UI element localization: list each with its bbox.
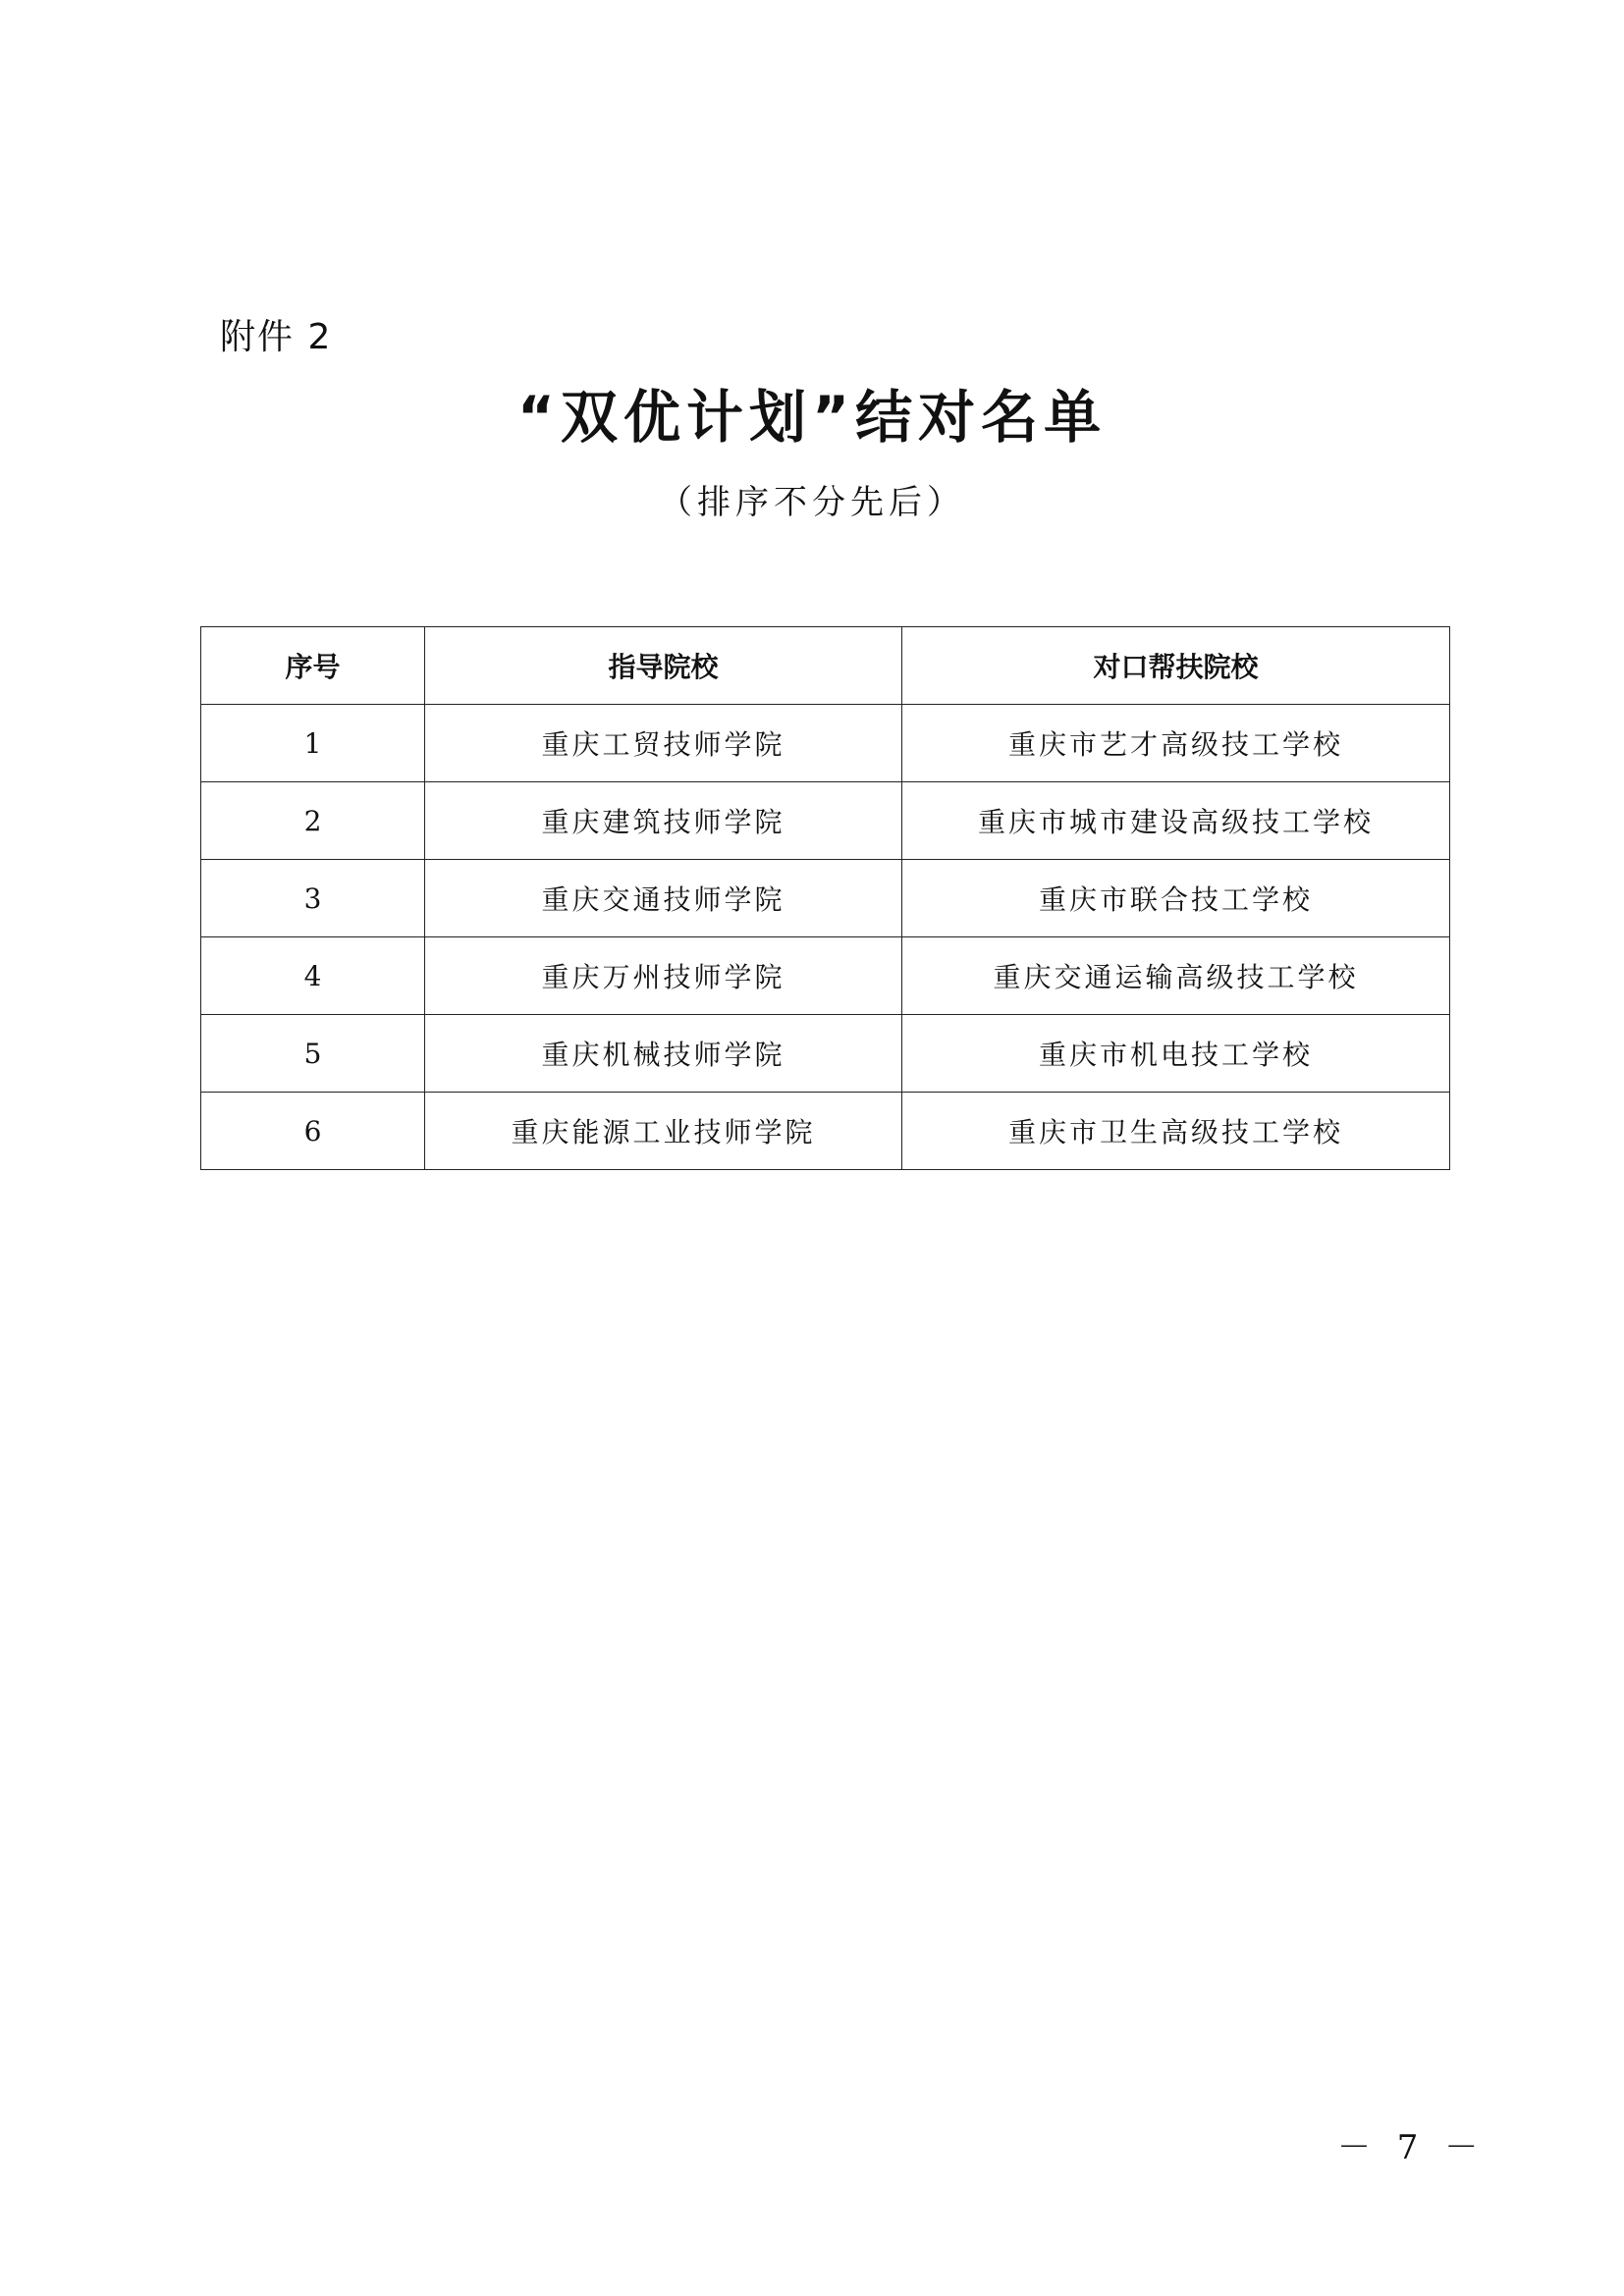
- row-guide-school: 重庆交通技师学院: [425, 860, 902, 937]
- table-row: [201, 937, 1450, 1015]
- attachment-label: 附件 2: [220, 317, 333, 357]
- row-partner-school: 重庆市艺才高级技工学校: [902, 705, 1450, 782]
- pairing-table: [200, 626, 1450, 1170]
- row-partner-school: 重庆市联合技工学校: [902, 860, 1450, 937]
- row-serial-no: 1: [201, 705, 425, 782]
- row-partner-school: 重庆市卫生高级技工学校: [902, 1093, 1450, 1170]
- header-partner-school: 对口帮扶院校: [902, 627, 1450, 705]
- document-title: “双优计划”结对名单: [516, 384, 1108, 451]
- row-serial-no: 5: [201, 1015, 425, 1093]
- table-row: [201, 1015, 1450, 1093]
- row-partner-school: 重庆市机电技工学校: [902, 1015, 1450, 1093]
- row-serial-no: 4: [201, 937, 425, 1015]
- row-guide-school: 重庆机械技师学院: [425, 1015, 902, 1093]
- row-guide-school: 重庆能源工业技师学院: [425, 1093, 902, 1170]
- table-body: [201, 705, 1450, 1170]
- table-row: [201, 782, 1450, 860]
- row-guide-school: 重庆工贸技师学院: [425, 705, 902, 782]
- table-row: [201, 1093, 1450, 1170]
- table-header-row: [201, 627, 1450, 705]
- document-subtitle: （排序不分先后）: [659, 483, 965, 522]
- row-serial-no: 6: [201, 1093, 425, 1170]
- row-serial-no: 2: [201, 782, 425, 860]
- row-guide-school: 重庆万州技师学院: [425, 937, 902, 1015]
- row-partner-school: 重庆市城市建设高级技工学校: [902, 782, 1450, 860]
- table-row: [201, 860, 1450, 937]
- table-row: [201, 705, 1450, 782]
- row-serial-no: 3: [201, 860, 425, 937]
- row-partner-school: 重庆交通运输高级技工学校: [902, 937, 1450, 1015]
- header-serial-no: 序号: [201, 627, 425, 705]
- table-header: [201, 627, 1450, 705]
- page-number: － 7 －: [1337, 2128, 1487, 2167]
- row-guide-school: 重庆建筑技师学院: [425, 782, 902, 860]
- header-guide-school: 指导院校: [425, 627, 902, 705]
